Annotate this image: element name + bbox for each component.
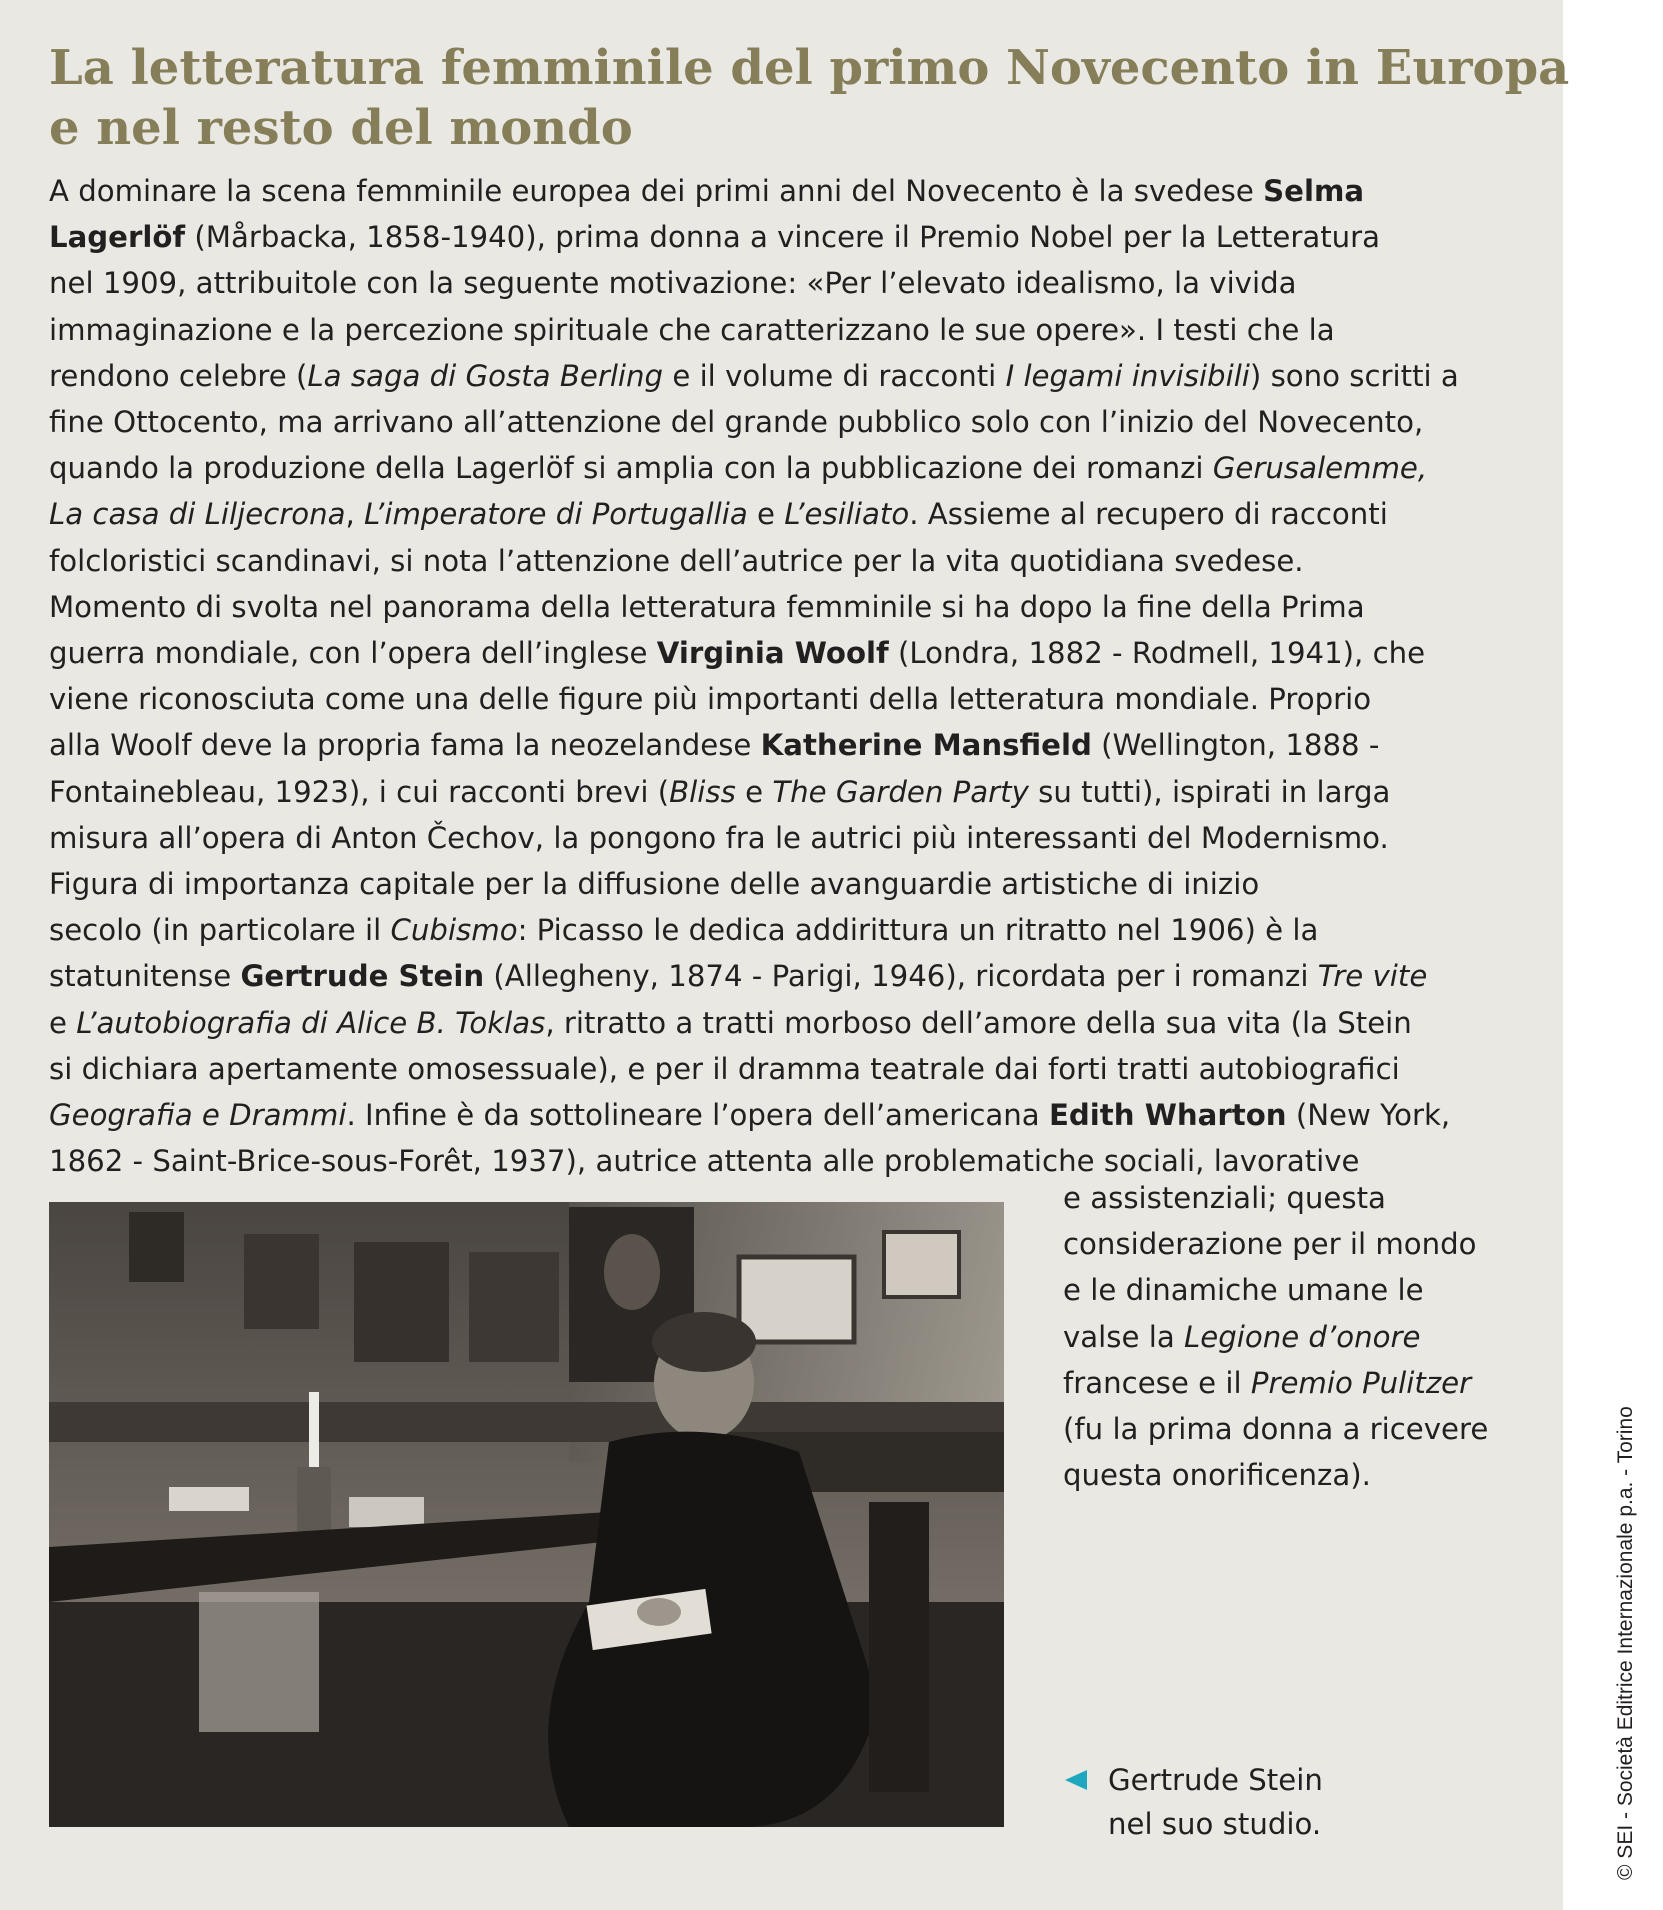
text-run: e <box>735 774 773 809</box>
body-line: viene riconosciuta come una delle figure più importanti della letteratura mondiale. Proprio <box>49 682 1372 717</box>
text-run: alla Woolf deve la propria fama la neozelandese <box>49 728 761 763</box>
work-title: La saga di Gosta Berling <box>307 358 664 393</box>
side-line: e le dinamiche umane le <box>1063 1273 1424 1308</box>
text-run: : Picasso le dedica addirittura un ritratto nel 1906) è la <box>517 913 1319 948</box>
framed-drawing <box>884 1232 959 1297</box>
text-run: (Wellington, 1888 - <box>1091 728 1380 763</box>
text-run: . Assieme al recupero di racconti <box>909 497 1388 532</box>
body-line <box>49 214 1519 260</box>
title-line-2: e nel resto del mondo <box>49 100 633 156</box>
work-title: Tre vite <box>1317 959 1428 994</box>
body-line: folcloristici scandinavi, si nota l’attenzione dell’autrice per la vita quotidiana svedese. <box>49 543 1304 578</box>
author-name-selma: Selma <box>1263 174 1365 208</box>
body-line <box>49 491 1519 537</box>
wall-painting <box>354 1242 449 1362</box>
wall-painting <box>244 1234 319 1329</box>
article-body <box>49 168 1519 1184</box>
work-title: Bliss <box>669 774 736 809</box>
book-stack <box>349 1497 424 1527</box>
body-line: misura all’opera di Anton Čechov, la pongono fra le autrici più interessanti del Modernismo. <box>49 820 1389 855</box>
text-run: quando la produzione della Lagerlöf si amplia con la pubblicazione dei romanzi <box>49 451 1213 486</box>
body-line <box>49 445 1519 491</box>
side-line: e assistenziali; questa <box>1063 1181 1386 1215</box>
chair-upholstery <box>199 1592 319 1732</box>
chair-back <box>869 1502 929 1792</box>
text-run: francese e il <box>1063 1365 1251 1400</box>
wall-painting <box>469 1252 559 1362</box>
framed-drawing <box>739 1257 854 1342</box>
work-title: Geografia e Drammi <box>49 1098 347 1133</box>
text-run: ) sono scritti a <box>1249 358 1459 393</box>
author-name-woolf: Virginia Woolf <box>656 636 889 671</box>
body-line <box>49 630 1519 676</box>
candle <box>309 1392 319 1472</box>
text-run: secolo (in particolare il <box>49 913 391 948</box>
body-line <box>49 953 1519 999</box>
text-run: , ritratto a tratti morboso dell’amore della sua vita (la Stein <box>545 1005 1412 1040</box>
photo-illustration <box>49 1202 1004 1827</box>
article-title <box>49 38 1570 158</box>
text-run: statunitense <box>49 959 241 994</box>
body-line <box>49 1092 1519 1138</box>
body-line <box>49 722 1519 768</box>
text-run: (Allegheny, 1874 - Parigi, 1946), ricordata per i romanzi <box>484 959 1318 994</box>
text-run: su tutti), ispirati in larga <box>1028 774 1391 809</box>
text-run: e <box>747 497 785 532</box>
award-name: Legione d’onore <box>1183 1319 1421 1354</box>
award-name: Premio Pulitzer <box>1250 1365 1472 1400</box>
text-run: Fontainebleau, 1923), i cui racconti brevi ( <box>49 774 670 809</box>
text-run: (New York, <box>1286 1098 1451 1133</box>
movement-name: Cubismo <box>390 913 518 948</box>
text-run: (Londra, 1882 - Rodmell, 1941), che <box>888 636 1426 671</box>
side-line: considerazione per il mondo <box>1063 1227 1477 1262</box>
side-line: (fu la prima donna a ricevere <box>1063 1412 1489 1447</box>
body-line: nel 1909, attribuitole con la seguente motivazione: «Per l’elevato idealismo, la vivida <box>49 266 1297 301</box>
wall-painting <box>129 1212 184 1282</box>
work-title: The Garden Party <box>772 774 1029 809</box>
text-run: rendono celebre ( <box>49 358 308 393</box>
candlestick <box>297 1467 331 1537</box>
body-line <box>49 168 1519 214</box>
text-run: e il volume di racconti <box>663 358 1006 393</box>
work-title: L’autobiografia di Alice B. Toklas <box>76 1005 546 1040</box>
author-name-mansfield: Katherine Mansfield <box>760 728 1092 763</box>
body-line: Momento di svolta nel panorama della letteratura femminile si ha dopo la fine della Prima <box>49 589 1365 624</box>
photo-gertrude-stein <box>49 1202 1004 1827</box>
author-name-stein: Gertrude Stein <box>240 959 485 994</box>
caption-arrow-icon <box>1065 1770 1087 1790</box>
body-line: Figura di importanza capitale per la diffusione delle avanguardie artistiche di inizio <box>49 867 1260 902</box>
body-line <box>49 353 1519 399</box>
work-title: L’imperatore di Portugallia <box>364 497 748 532</box>
text-run: , <box>345 497 365 532</box>
copyright-notice: © SEI - Società Editrice Internazionale p.a. - Torino <box>1614 1406 1637 1880</box>
title-line-1: La letteratura femminile del primo Novecento in Europa <box>49 40 1570 96</box>
portrait-figure <box>604 1234 660 1310</box>
caption-line: nel suo studio. <box>1108 1807 1322 1841</box>
body-line: si dichiara apertamente omosessuale), e per il dramma teatrale dai forti tratti autobiografici <box>49 1051 1400 1086</box>
text-run: . Infine è da sottolineare l’opera dell’americana <box>346 1098 1049 1133</box>
body-line: 1862 - Saint-Brice-sous-Forêt, 1937), autrice attenta alle problematiche sociali, lavorative <box>49 1144 1360 1179</box>
side-line: questa onorificenza). <box>1063 1458 1371 1493</box>
side-line <box>1063 1360 1533 1406</box>
author-name-wharton: Edith Wharton <box>1048 1098 1287 1133</box>
caption-line: Gertrude Stein <box>1108 1763 1323 1797</box>
book-stack <box>169 1487 249 1511</box>
text-run: guerra mondiale, con l’opera dell’inglese <box>49 636 657 671</box>
text-run: A dominare la scena femminile europea dei primi anni del Novecento è la svedese <box>49 174 1264 208</box>
work-title: I legami invisibili <box>1005 358 1250 393</box>
wrap-text <box>1063 1175 1533 1498</box>
text-run: (Mårbacka, 1858-1940), prima donna a vincere il Premio Nobel per la Letteratura <box>185 220 1381 255</box>
body-line <box>49 769 1519 815</box>
body-line <box>49 1000 1519 1046</box>
body-line <box>49 907 1519 953</box>
work-title: L’esiliato <box>784 497 910 532</box>
hand <box>637 1598 681 1626</box>
text-run: valse la <box>1063 1319 1184 1354</box>
work-title: Gerusalemme, <box>1212 451 1428 486</box>
body-line: fine Ottocento, ma arrivano all’attenzione del grande pubblico solo con l’inizio del Novecento, <box>49 405 1424 440</box>
work-title: La casa di Liljecrona <box>49 497 346 532</box>
text-run: e <box>49 1005 77 1040</box>
side-line <box>1063 1314 1533 1360</box>
body-line: immaginazione e la percezione spirituale che caratterizzano le sue opere». I testi che la <box>49 312 1335 347</box>
caption-text <box>1108 1758 1323 1846</box>
author-name-lagerlof: Lagerlöf <box>49 220 186 255</box>
hair <box>652 1312 756 1372</box>
